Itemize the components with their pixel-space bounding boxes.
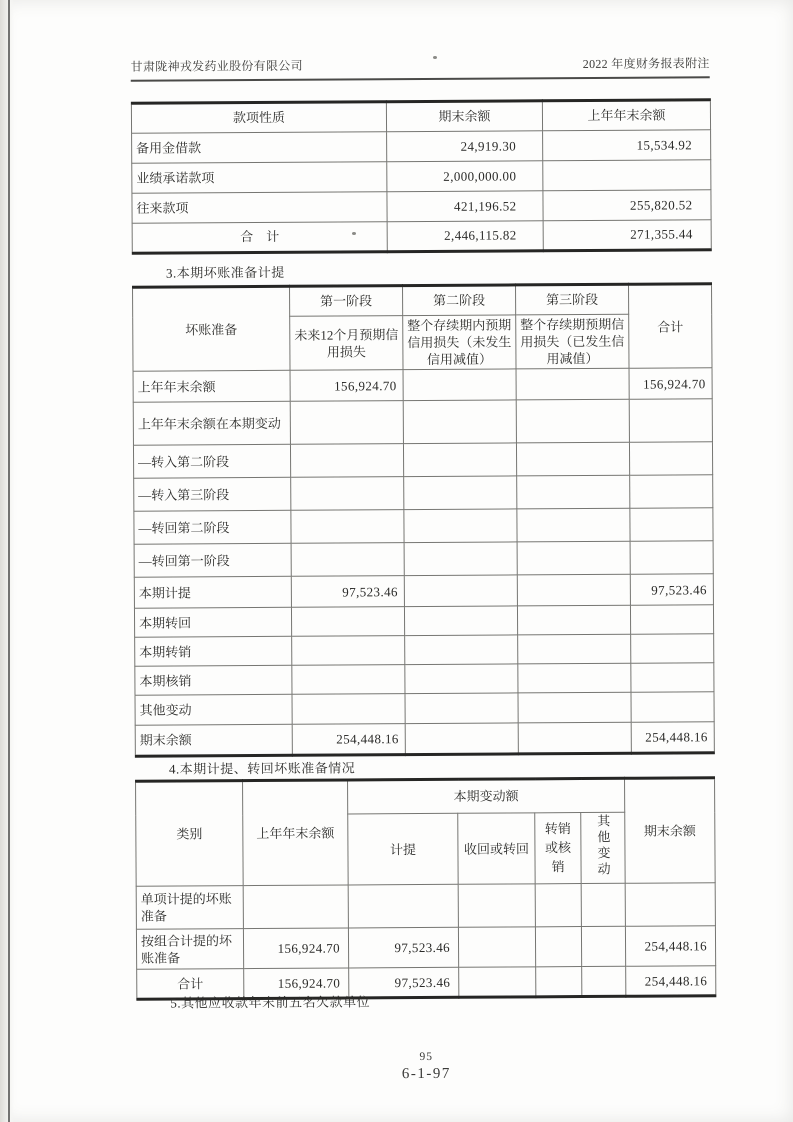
cell-stage2 xyxy=(403,400,516,444)
cell-prior-balance: 271,355.44 xyxy=(543,220,711,251)
row-label: —转回第一阶段 xyxy=(134,544,291,578)
column-header-other xyxy=(581,812,625,883)
section-heading-4: 4.本期计提、转回坏账准备情况 xyxy=(168,760,356,777)
cell-stage3 xyxy=(518,723,631,755)
cell-stage2 xyxy=(404,575,517,607)
column-header-prior: 上年年末余额 xyxy=(243,780,349,886)
cell-recover xyxy=(458,884,535,927)
cell-ending-balance: 2,000,000.00 xyxy=(387,161,543,192)
cell-stage1: 97,523.46 xyxy=(291,576,404,608)
cell-stage3 xyxy=(518,664,631,694)
cell-stage1 xyxy=(290,444,403,478)
cell-stage2 xyxy=(405,635,518,665)
cell-stage3 xyxy=(516,443,629,477)
cell-ending: 254,448.16 xyxy=(626,966,716,997)
cell-total xyxy=(631,692,714,723)
row-label: 按组合计提的坏账准备 xyxy=(136,929,243,970)
scan-edge-line xyxy=(8,0,10,1122)
table-total-row xyxy=(132,220,711,254)
cell-prior-balance xyxy=(543,160,711,191)
cell-total xyxy=(629,399,712,443)
cell-prior: 156,924.70 xyxy=(244,968,349,999)
cell-stage3 xyxy=(518,693,631,724)
row-label: 单项计提的坏账准备 xyxy=(136,886,243,930)
cell-recover xyxy=(459,967,536,997)
cell-stage2 xyxy=(403,369,516,401)
cell-writeoff xyxy=(535,884,581,927)
cell-stage1 xyxy=(291,543,404,577)
column-header-ending: 期末余额 xyxy=(386,101,542,132)
column-header-prior: 上年年末余额 xyxy=(542,100,710,131)
cell-prior: 156,924.70 xyxy=(243,928,348,969)
cell-stage1 xyxy=(291,510,404,544)
table-row xyxy=(133,368,712,403)
row-label: 备用金借款 xyxy=(132,132,387,164)
table-row xyxy=(134,475,713,512)
row-label: 往来款项 xyxy=(132,192,387,224)
table-row xyxy=(135,722,714,757)
cell-stage1 xyxy=(290,401,403,445)
cell-stage2 xyxy=(403,443,516,477)
report-title: 2022 年度财务报表附注 xyxy=(582,56,710,72)
table-row xyxy=(134,541,713,578)
cell-stage1 xyxy=(291,607,404,637)
page-content xyxy=(130,0,716,1122)
cell-stage3 xyxy=(516,400,629,444)
cell-total: 97,523.46 xyxy=(630,574,713,606)
table-header-row xyxy=(136,778,715,816)
table-header-row xyxy=(133,284,712,318)
column-subheader-stage1: 未来12个月预期信用损失 xyxy=(290,316,403,371)
cell-stage2 xyxy=(404,542,517,576)
table-row xyxy=(133,442,712,479)
table-row xyxy=(133,399,712,446)
cell-writeoff xyxy=(535,927,581,967)
table-row xyxy=(135,634,714,667)
table-row xyxy=(135,663,714,696)
table-row xyxy=(136,926,715,970)
cell-stage1: 254,448.16 xyxy=(292,724,405,756)
cell-ending-balance: 2,446,115.82 xyxy=(387,221,543,252)
column-header-ending: 期末余额 xyxy=(625,778,716,884)
row-label: 其他变动 xyxy=(135,695,292,726)
bad-debt-provision-changes-table xyxy=(135,776,716,1001)
cell-prior xyxy=(243,885,348,929)
column-header-other-label: 其他变动 xyxy=(595,813,611,878)
column-header-stage2: 第二阶段 xyxy=(403,285,516,316)
cell-stage2 xyxy=(404,606,517,636)
cell-stage2 xyxy=(404,476,517,510)
cell-ending: 254,448.16 xyxy=(625,926,715,967)
cell-stage1 xyxy=(292,665,405,695)
cell-writeoff xyxy=(536,967,582,997)
column-header-writeoff xyxy=(535,813,581,884)
table-row xyxy=(132,160,711,194)
table-row xyxy=(132,190,711,224)
row-label-total: 合计 xyxy=(137,969,244,1000)
table-row xyxy=(132,130,711,164)
table-row xyxy=(134,508,713,545)
row-label: —转回第二阶段 xyxy=(134,511,291,545)
row-label: 上年年末余额 xyxy=(133,371,290,403)
cell-ending xyxy=(625,883,715,927)
cell-stage3 xyxy=(518,635,631,665)
doc-code: 6-1-97 xyxy=(401,1065,451,1083)
payments-nature-table xyxy=(131,98,712,255)
table-header-row xyxy=(131,100,710,134)
column-subheader-stage3: 整个存续期预期信用损失（已发生信用减值） xyxy=(516,314,629,369)
company-name: 甘肃陇神戎发药业股份有限公司 xyxy=(130,58,303,74)
cell-stage1: 156,924.70 xyxy=(290,370,403,402)
cell-total: 254,448.16 xyxy=(631,722,714,754)
table-row xyxy=(134,574,713,609)
row-label-total: 合 计 xyxy=(132,222,387,254)
cell-total xyxy=(629,442,712,476)
bad-debt-provision-stages-table xyxy=(132,282,715,758)
cell-ending-balance: 421,196.52 xyxy=(387,191,543,222)
section-heading-5: 5.其他应收款年末前五名欠款单位 xyxy=(170,994,371,1011)
cell-total xyxy=(630,605,713,635)
column-header-nature: 款项性质 xyxy=(131,102,386,134)
column-header-recover: 收回或转回 xyxy=(458,813,535,885)
cell-stage3 xyxy=(516,369,629,401)
column-header-stage1: 第一阶段 xyxy=(290,286,403,317)
cell-stage3 xyxy=(517,542,630,576)
column-subheader-stage2: 整个存续期内预期信用损失（未发生信用减值） xyxy=(403,315,516,370)
cell-stage3 xyxy=(517,509,630,543)
section-heading-3: 3.本期坏账准备计提 xyxy=(165,264,285,281)
cell-total xyxy=(630,541,713,575)
cell-stage1 xyxy=(292,694,405,725)
cell-prior-balance: 255,820.52 xyxy=(543,190,711,221)
table-row xyxy=(135,692,714,726)
cell-stage3 xyxy=(517,606,630,636)
row-label: 本期计提 xyxy=(134,577,291,609)
column-header-writeoff-label: 转销或核销 xyxy=(544,820,571,874)
cell-stage2 xyxy=(405,723,518,755)
row-label: 业绩承诺款项 xyxy=(132,162,387,194)
row-label: 本期核销 xyxy=(135,666,292,696)
row-label: —转入第三阶段 xyxy=(134,478,291,512)
cell-other xyxy=(581,926,625,966)
cell-stage3 xyxy=(517,476,630,510)
row-label: 本期转回 xyxy=(134,608,291,638)
cell-prior-balance: 15,534.92 xyxy=(543,130,711,161)
column-header-stage3: 第三阶段 xyxy=(516,284,629,315)
cell-stage1 xyxy=(291,477,404,511)
cell-stage3 xyxy=(517,575,630,607)
column-header-category: 类别 xyxy=(136,781,244,887)
table-row xyxy=(136,883,715,930)
cell-provision: 97,523.46 xyxy=(348,927,458,968)
row-label: 期末余额 xyxy=(135,725,292,757)
cell-provision: 97,523.46 xyxy=(349,967,459,998)
corner-header: 坏账准备 xyxy=(133,286,291,371)
cell-total xyxy=(631,634,714,664)
cell-total: 156,924.70 xyxy=(629,368,712,400)
cell-other xyxy=(582,966,626,996)
cell-provision xyxy=(348,884,458,928)
cell-ending-balance: 24,919.30 xyxy=(387,131,543,162)
page-number: 95 xyxy=(419,1050,434,1064)
document-header xyxy=(131,54,710,82)
row-label: 本期转销 xyxy=(135,637,292,667)
row-label: —转入第二阶段 xyxy=(133,445,290,479)
cell-stage2 xyxy=(405,664,518,694)
table-row xyxy=(134,605,713,638)
cell-other xyxy=(581,883,625,926)
cell-recover xyxy=(458,927,535,967)
cell-total xyxy=(630,475,713,509)
cell-total xyxy=(631,663,714,693)
cell-stage2 xyxy=(404,509,517,543)
column-header-change-group: 本期变动额 xyxy=(348,778,625,814)
row-label: 上年年末余额在本期变动 xyxy=(133,402,290,446)
cell-stage1 xyxy=(292,636,405,666)
cell-total xyxy=(630,508,713,542)
cell-stage2 xyxy=(405,693,518,724)
column-header-provision: 计提 xyxy=(348,813,458,885)
column-header-total: 合计 xyxy=(628,284,712,369)
